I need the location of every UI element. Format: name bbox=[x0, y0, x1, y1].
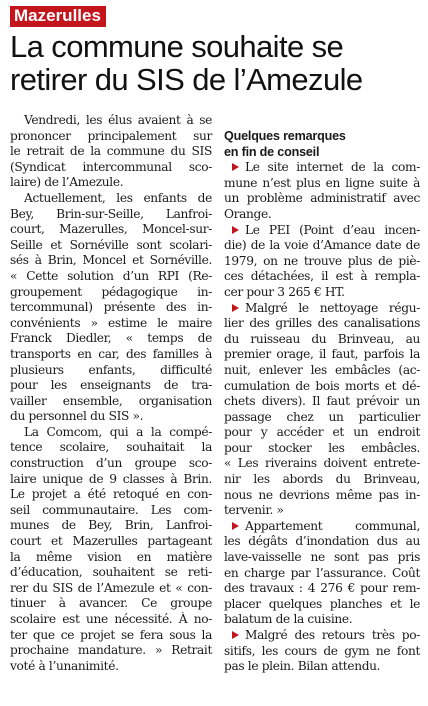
text-line bbox=[10, 222, 212, 238]
text-line bbox=[224, 176, 420, 192]
text-line-content: ter que ce projet se fera sous la bbox=[10, 627, 212, 642]
text-line bbox=[10, 472, 212, 488]
text-line bbox=[224, 316, 420, 332]
text-line-content: cumulation de bois morts et dé- bbox=[224, 378, 420, 393]
text-line-content: court, Mazerulles, Moncel-sur- bbox=[10, 222, 212, 237]
text-line-content: munes de Bey, Brin, Lanfroi- bbox=[10, 518, 212, 533]
text-line bbox=[224, 332, 420, 348]
text-line-content: nuit, enlever les embâcles (ac- bbox=[224, 362, 420, 377]
text-line-content: Malgré le nettoyage régu- bbox=[245, 300, 420, 315]
remark-item bbox=[224, 223, 420, 301]
bullet-triangle-icon bbox=[232, 304, 239, 312]
text-line-content: Orange. bbox=[224, 206, 272, 221]
headline-line: retirer du SIS de l’Amezule bbox=[10, 62, 363, 97]
text-line-content: balatum de la cuisine. bbox=[224, 612, 353, 627]
text-line bbox=[224, 285, 420, 301]
text-line-content: la même vision en matière bbox=[10, 549, 212, 564]
text-line bbox=[10, 440, 212, 456]
text-line bbox=[224, 503, 420, 519]
text-line bbox=[224, 160, 420, 176]
text-line bbox=[224, 238, 420, 254]
text-line-content: Vendredi, les élus avaient à se bbox=[24, 113, 212, 127]
text-line bbox=[10, 612, 212, 628]
left-column-body bbox=[10, 113, 212, 674]
remark-item bbox=[224, 160, 420, 222]
text-line bbox=[224, 394, 420, 410]
text-line bbox=[10, 238, 212, 254]
text-line bbox=[10, 378, 212, 394]
text-line bbox=[224, 644, 420, 660]
text-line-content: nous ne devrions même pas in- bbox=[224, 487, 420, 502]
text-line bbox=[10, 331, 212, 347]
text-line-content: prononcer principalement sur bbox=[10, 128, 212, 143]
text-line bbox=[10, 191, 212, 207]
remarks-list bbox=[224, 160, 420, 675]
text-line bbox=[10, 534, 212, 550]
text-line bbox=[224, 597, 420, 613]
text-line-content: cer pour 3 265 € HT. bbox=[224, 284, 345, 299]
text-line bbox=[10, 643, 212, 659]
text-line-content: placer quelques planches et le bbox=[224, 596, 420, 611]
text-line bbox=[224, 659, 420, 675]
right-column-box bbox=[224, 129, 420, 675]
text-line bbox=[10, 550, 212, 566]
text-line bbox=[224, 519, 420, 535]
bullet-triangle-icon bbox=[232, 226, 239, 234]
text-line bbox=[224, 472, 420, 488]
text-line bbox=[224, 347, 420, 363]
text-line bbox=[10, 175, 212, 191]
text-line-content: « Cette solution d’un RPI (Re- bbox=[10, 268, 212, 283]
paragraph bbox=[10, 113, 212, 191]
text-line bbox=[224, 612, 420, 628]
remarks-title: en fin de conseil bbox=[224, 144, 320, 159]
headline bbox=[10, 30, 420, 96]
bullet-triangle-icon bbox=[232, 631, 239, 639]
text-line-content: des travaux : 4 276 € pour rem- bbox=[224, 581, 420, 596]
text-line-content: tence scolaire, souhaitait la bbox=[10, 440, 212, 455]
text-line-content: premier orage, il faut, parfois la bbox=[224, 347, 420, 362]
text-line-content: groupement pédagogique in- bbox=[10, 284, 212, 299]
text-line-content: lier des grilles des canalisations bbox=[224, 316, 420, 331]
text-line bbox=[10, 253, 212, 269]
text-line bbox=[10, 347, 212, 363]
text-line-content: Appartement communal, bbox=[245, 518, 420, 533]
text-line bbox=[10, 628, 212, 644]
text-line-content: le retrait de la commune du SIS bbox=[10, 144, 212, 159]
text-line-content: scolaire est une nécessité. À no- bbox=[10, 612, 212, 626]
text-line-content: du personnel du SIS ». bbox=[10, 409, 144, 424]
text-line bbox=[224, 191, 420, 207]
bullet-triangle-icon bbox=[232, 163, 239, 171]
text-line-content: Bey, Brin-sur-Seille, Lanfroi- bbox=[10, 206, 212, 221]
text-line-content: pour stocker les embâcles. bbox=[224, 440, 420, 455]
text-line-content: prochaine mandature. » Retrait bbox=[10, 643, 212, 658]
text-line-content: transports en car, des familles à bbox=[10, 346, 212, 361]
remarks-title: Quelques remarques bbox=[224, 129, 346, 143]
text-line-content: tercommunal) présente des in- bbox=[10, 300, 212, 315]
text-line-content: pour y accéder et un endroit bbox=[224, 425, 420, 440]
text-line-content: vailler ensemble, organisation bbox=[10, 393, 212, 408]
text-line bbox=[10, 269, 212, 285]
text-line-content: court et Mazerulles partageant bbox=[10, 534, 212, 549]
text-line bbox=[224, 207, 420, 223]
text-line bbox=[224, 410, 420, 426]
text-line bbox=[10, 581, 212, 597]
text-line-content: ces détachées, il est à rempla- bbox=[224, 269, 420, 284]
text-line-content: Le projet a été retoqué en con- bbox=[10, 487, 212, 502]
text-line-content: lave-vaisselle ne sont pas pris bbox=[224, 550, 420, 565]
text-line bbox=[224, 379, 420, 395]
text-line-content: « Les riverains doivent entrete- bbox=[224, 456, 420, 471]
text-line-content: La Comcom, qui a la compé- bbox=[24, 424, 212, 439]
text-line bbox=[224, 223, 420, 239]
text-line bbox=[10, 129, 212, 145]
text-line bbox=[10, 160, 212, 176]
text-line-content: voté à l’unanimité. bbox=[10, 658, 119, 673]
text-line bbox=[10, 456, 212, 472]
text-line bbox=[224, 534, 420, 550]
text-line-content: passage chez un particulier bbox=[224, 409, 420, 424]
paragraph bbox=[10, 191, 212, 425]
text-line bbox=[224, 581, 420, 597]
text-line-content: pas le plein. Bilan attendu. bbox=[224, 659, 381, 674]
text-line bbox=[224, 441, 420, 457]
text-line bbox=[10, 394, 212, 410]
text-line-content: laire) de l’Amezule. bbox=[10, 175, 124, 190]
text-line-content: mune n’est plus en ligne suite à bbox=[224, 175, 420, 190]
text-line-content: convénients » estime le maire bbox=[10, 315, 212, 330]
text-line-content: pour les enseignants de tra- bbox=[10, 378, 212, 393]
section-kicker: Mazerulles bbox=[10, 6, 106, 27]
text-line bbox=[10, 300, 212, 316]
text-line-content: Seille et Sornéville sont scolari- bbox=[10, 237, 212, 252]
remark-item bbox=[224, 301, 420, 519]
text-line bbox=[10, 113, 212, 129]
text-line bbox=[10, 565, 212, 581]
text-line bbox=[224, 488, 420, 504]
text-line bbox=[224, 254, 420, 270]
text-line bbox=[224, 425, 420, 441]
text-line-content: en charge par l’assurance. Coût bbox=[224, 565, 420, 580]
text-line bbox=[10, 503, 212, 519]
text-line-content: laire unique de 9 classes à Brin. bbox=[10, 471, 212, 486]
text-line-content: tervenir. » bbox=[224, 503, 284, 518]
text-line bbox=[10, 596, 212, 612]
text-line-content: du ruisseau du Brinveau, au bbox=[224, 331, 420, 346]
text-line-content: Le PEI (Point d’eau incen- bbox=[245, 222, 420, 237]
text-line-content: plusieurs enfants, difficulté bbox=[10, 362, 212, 377]
text-line bbox=[10, 363, 212, 379]
remark-item bbox=[224, 628, 420, 675]
text-line bbox=[224, 269, 420, 285]
text-line-content: die) de la voie d’Amance date de bbox=[224, 238, 420, 253]
text-line-content: Malgré des retours très po- bbox=[245, 628, 420, 642]
text-line-content: 1979, on ne trouve plus de piè- bbox=[224, 253, 420, 268]
text-line bbox=[224, 550, 420, 566]
text-line bbox=[10, 487, 212, 503]
text-line bbox=[10, 425, 212, 441]
text-line bbox=[10, 316, 212, 332]
text-line-content: seil communautaire. Les com- bbox=[10, 502, 212, 517]
text-line-content: (Syndicat intercommunal sco- bbox=[10, 159, 212, 174]
text-line-content: sitifs, les cours de gym ne font bbox=[224, 643, 420, 658]
headline-line: La commune souhaite se bbox=[10, 29, 344, 64]
bullet-triangle-icon bbox=[232, 522, 239, 530]
text-line-content: chets divers). Il faut prévoir un bbox=[224, 394, 420, 409]
text-line bbox=[224, 301, 420, 317]
text-line bbox=[10, 144, 212, 160]
text-line-content: Franck Diedler, « temps de bbox=[10, 331, 212, 346]
text-line bbox=[224, 363, 420, 379]
paragraph bbox=[10, 425, 212, 675]
text-line-content: les dégâts d’inondation dus au bbox=[224, 534, 420, 549]
text-line-content: construction d’un groupe sco- bbox=[10, 456, 212, 471]
text-line-content: sés à Brin, Moncel et Sornéville. bbox=[10, 253, 212, 268]
text-line-content: d’éducation, souhaitent se reti- bbox=[10, 565, 212, 580]
text-line bbox=[10, 207, 212, 223]
text-line-content: un problème administratif avec bbox=[224, 191, 420, 206]
text-line bbox=[224, 566, 420, 582]
text-line bbox=[224, 628, 420, 644]
text-line bbox=[10, 409, 212, 425]
text-line bbox=[10, 659, 212, 675]
text-line bbox=[10, 518, 212, 534]
text-line bbox=[10, 285, 212, 301]
text-line bbox=[224, 456, 420, 472]
text-line-content: Le site internet de la com- bbox=[245, 160, 420, 175]
remark-item bbox=[224, 519, 420, 628]
text-line-content: rer du SIS de l’Amezule et « con- bbox=[10, 580, 212, 595]
text-line-content: Actuellement, les enfants de bbox=[24, 190, 212, 205]
text-line-content: nir les abords du Brinveau, bbox=[224, 472, 420, 487]
text-line-content: tinuer à avancer. Ce groupe bbox=[10, 596, 212, 611]
